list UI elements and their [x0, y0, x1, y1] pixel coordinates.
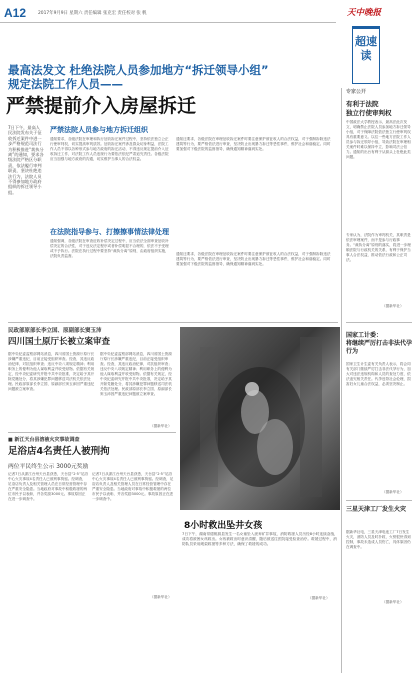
- lead-kicker-1: 最高法发文 杜绝法院人员参加地方“拆迁领导小组”: [8, 63, 269, 77]
- divider-h3: [346, 322, 412, 323]
- lead-body-1: 通知要求，各级法院在审理和执行征收拆迁案件过程中，坚持依法独立公正行使审判权，切实提高审判质效。征收拆迁案件涉及群众切身利益，法院工作人员不得以各种形式参与地方政府的拆迁活动，不得违反规定提前介入征收拆迁工作，对法院工作人员违规行为要依法依纪严肃追究责任。各级法院应当加强与地方政府的沟通，切实维护当事人的合法权益。: [50, 137, 169, 161]
- photo-rescue-top: [180, 327, 340, 510]
- sidebar-note: （据新华社）: [382, 304, 404, 308]
- lead-headline: 严禁提前介入房屋拆迁: [6, 95, 197, 117]
- brand-logo: 天中晚报: [347, 8, 382, 18]
- column-tag-text: 超速读: [355, 35, 377, 62]
- photo-caption-head: 8小时救出坠井女孩: [184, 521, 263, 531]
- story2-kicker: 民政部原部长李立国、原副部长窦玉沛: [8, 328, 102, 334]
- right3-headline: 三星天津工厂发生火灾: [346, 506, 407, 513]
- photo-caption-body: 7日下午，湖南常德桃源县发生一名女童坠入废弃矿井事故，消防救援人员历经8小时连续奋战，成功将被困女孩救出。女孩被救出时意识清醒，随后被送往医院接受检查治疗。救援过程中，消防队员采用绳索救援等多种方法，确保了救援的成功。: [182, 532, 338, 546]
- sidebar-heading-2: 独立行使审判权: [346, 109, 392, 117]
- page-number: A12: [4, 6, 27, 20]
- divider-h2: [8, 432, 176, 433]
- divider-v1: [341, 88, 342, 673]
- right2-body: 国家卫生计生委有关负责人表示，将会同有关部门继续严厉打击非法代孕行为，加大对违法违规机构和人员的查处力度，依法追究相关责任。代孕违背社会伦理，损害妇女儿童合法权益，必须坚决制止。: [346, 362, 411, 386]
- column-tag: [352, 26, 380, 84]
- lead-subhead-1: 严禁法院人员参与地方拆迁组织: [50, 126, 148, 134]
- right2-headline: 将继续严厉打击非法代孕行为: [346, 340, 413, 355]
- story2-headline: 四川国土原厅长被立案审查: [8, 337, 111, 347]
- sidebar-body-1: 中国政法大学教授表示，最高法此次发文，明确禁止法院人员参加地方拆迁领导小组，对于保障法院依法独立行使审判权具有重要意义。以往一些地方法院工作人员参与拆迁领导小组，导致法院在审理相关案件时难以保持中立，影响司法公信力。通知的出台有利于从源头上杜绝此类问题。: [346, 120, 411, 159]
- story3-kicker: ■ 新江天台县溶液火灾事故调查: [8, 437, 80, 443]
- sidebar-topic-tag: 专家公开: [346, 89, 367, 95]
- story3-note: （据新华社）: [150, 595, 172, 599]
- divider-h1: [8, 322, 338, 323]
- photo-caption-note: （据新华社）: [308, 596, 330, 600]
- sidebar-body-2: 专家认为，法院作为审判机关，其职责是依法审理案件，而不是参与行政事务。“裁执分离”原则的落实，将进一步理顺法院与行政机关的关系，有利于保护当事人合法权益，推动依法行政和公正司法。: [346, 233, 411, 262]
- lead-body-4: 通知还要求，各级法院在审理征收拆迁案件时要注意保护被征收人的合法权益，对于强制拆除违法建筑等行为，要严格依法进行审查，坚决防止出现暴力拆迁等恶性事件，维护社会和谐稳定。同时要加强对下级法院的监督指导，确保通知精神落到实处。: [176, 252, 331, 266]
- lead-body-3: 通知还要求，各级法院在审理征收拆迁案件时要注意保护被征收人的合法权益，对于强制拆除违法建筑等行为，要严格依法进行审查，坚决防止出现暴力拆迁等恶性事件，维护社会和谐稳定。同时要加强对下级法院的监督指导，确保通知精神落到实处。: [176, 137, 331, 151]
- photo-shapes: [180, 327, 340, 510]
- sidebar: [346, 88, 412, 318]
- divider-h4: [346, 500, 412, 501]
- story2-body-left: 据中央纪委监察部网站消息，四川省国土资源厅原厅长涉嫌严重违纪，目前正接受组织审查。经查，其违反政治纪律，对抗组织审查；违反中央八项规定精神；利用职务上的便利为他人谋取利益并收受财物。依据有关规定，经中央纪委研究并报中共中央批准，决定给予其开除党籍处分，将其涉嫌犯罪问题移送司法机关依法处理。民政部原部长李立国、原副部长窦玉沛因严重违纪问题被立案审查。: [8, 352, 95, 391]
- sidebar-heading-1: 有利于法院: [346, 100, 379, 108]
- right3-note: （据新华社）: [382, 600, 404, 604]
- date-line: 2017年9月9日 星期六 责任编辑 张克宏 责任校对 张 帆: [38, 11, 147, 16]
- photo-caption-area: [180, 510, 340, 610]
- story3-deck: 两位平民终生公示 3000元奖励: [8, 464, 89, 470]
- lead-body-2: 通知强调，各级法院在审查征收补偿决定过程中，应当依法全面审查征收补偿决定的合法性，对于违反法定程序或者补偿明显不合理的，依法不予受理或不予执行。法院在执行过程中要坚持“裁执分离”原则，由政府组织实施，法院负责监督。: [50, 239, 169, 258]
- lead-kicker-2: 规定法院工作人员——: [8, 77, 123, 91]
- lead-subhead-2: 在法院指导参与、打擦擦事情法律处理: [50, 228, 169, 236]
- story3-headline: 足浴店4名责任人被刑拘: [8, 446, 110, 457]
- right2-note: （据新华社）: [382, 490, 404, 494]
- story3-body-right: 记者7日从浙江台州天台县获悉，天台县“2·5”足浴中心火灾事故4名责任人已被刑事拘留。经调查，足浴店负责人及相关管理人员在日常经营管理中存在严重安全隐患。当地政府对事故中积极救援的两位市民予以表彰，并各奖励3000元。事故原因正在进一步调查中。: [92, 472, 174, 501]
- lead-left-col: 7日下午，最高人民法院发布关于征收拆迁案件中进一步严格规范司法行为积极推进“裁执分离”的通知，要求各级法院严格区分职责，依法履行审判职责，坚决杜绝违法行为，法院人员不得参加地方政府组织的拆迁领导小组。: [8, 125, 44, 195]
- story3-body-left: 记者7日从浙江台州天台县获悉，天台县“2·5”足浴中心火灾事故4名责任人已被刑事拘留。经调查，足浴店负责人及相关管理人员在日常经营管理中存在严重安全隐患。当地政府对事故中积极救援的两位市民予以表彰，并各奖励3000元。事故原因正在进一步调查中。: [8, 472, 88, 501]
- story2-body-right: 据中央纪委监察部网站消息，四川省国土资源厅原厅长涉嫌严重违纪，目前正接受组织审查。经查，其违反政治纪律，对抗组织审查；违反中央八项规定精神；利用职务上的便利为他人谋取利益并收受财物。依据有关规定，经中央纪委研究并报中共中央批准，决定给予其开除党籍处分，将其涉嫌犯罪问题移送司法机关依法处理。民政部原部长李立国、原副部长窦玉沛因严重违纪问题被立案审查。: [100, 352, 172, 396]
- masthead-rule: [0, 22, 336, 23]
- story2-note: （据新华社）: [150, 424, 172, 428]
- right2-section: 国家工计委：: [346, 332, 383, 339]
- right3-body: 据新华社电，三星天津电池工厂7日发生火灾，消防人员及时扑救，火势很快得到控制，事故未造成人员伤亡，具体原因仍在调查中。: [346, 530, 411, 549]
